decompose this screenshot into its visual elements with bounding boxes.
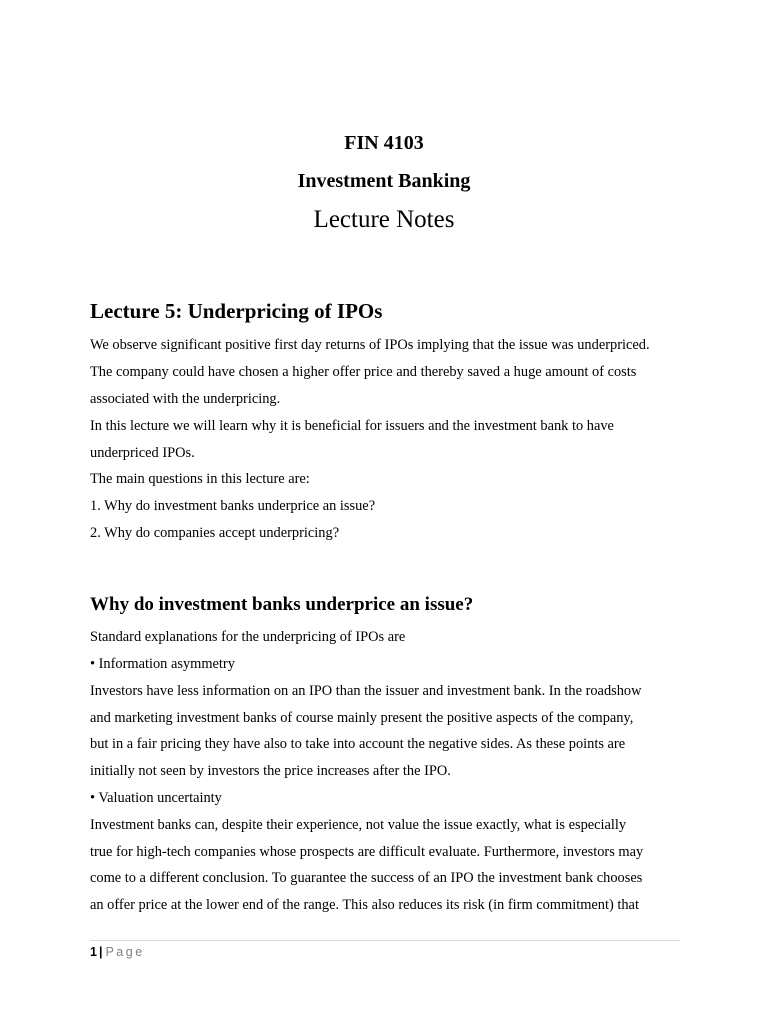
footer-separator: |	[98, 945, 103, 959]
paragraph-line: come to a different conclusion. To guarantee the success of an IPO the investment bank chooses	[90, 870, 643, 886]
section-heading-lecture-5: Lecture 5: Underpricing of IPOs	[90, 299, 383, 323]
paragraph-line: associated with the underpricing.	[90, 391, 281, 407]
page-number: 1	[90, 945, 97, 959]
paragraph-line: underpriced IPOs.	[90, 445, 195, 461]
paragraph-line: and marketing investment banks of course mainly present the positive aspects of the company,	[90, 710, 634, 726]
paragraph-line: The main questions in this lecture are:	[90, 471, 310, 487]
page-footer	[90, 943, 145, 961]
document-type-title: Lecture Notes	[313, 206, 455, 233]
paragraph-line: We observe significant positive first day returns of IPOs implying that the issue was underpriced.	[90, 337, 650, 353]
page-label: Page	[105, 945, 145, 959]
question-item: 2. Why do companies accept underpricing?	[90, 525, 340, 541]
paragraph-line: an offer price at the lower end of the range. This also reduces its risk (in firm commitment) that	[90, 897, 639, 913]
paragraph-line: but in a fair pricing they have also to take into account the negative sides. As these points are	[90, 736, 626, 752]
bullet-item: • Information asymmetry	[90, 656, 235, 672]
paragraph-line: In this lecture we will learn why it is beneficial for issuers and the investment bank to have	[90, 418, 614, 434]
course-code: FIN 4103	[344, 132, 424, 154]
paragraph-line: Investment banks can, despite their experience, not value the issue exactly, what is especially	[90, 817, 627, 833]
bullet-item: • Valuation uncertainty	[90, 790, 222, 806]
section-heading-why-underprice: Why do investment banks underprice an issue?	[90, 594, 474, 615]
footer-divider	[90, 940, 680, 941]
paragraph-line: Standard explanations for the underpricing of IPOs are	[90, 629, 406, 645]
paragraph-line: Investors have less information on an IPO than the issuer and investment bank. In the roadshow	[90, 683, 642, 699]
paragraph-line: true for high-tech companies whose prospects are difficult evaluate. Furthermore, investors may	[90, 844, 644, 860]
question-item: 1. Why do investment banks underprice an issue?	[90, 498, 376, 514]
paragraph-line: The company could have chosen a higher offer price and thereby saved a huge amount of costs	[90, 364, 637, 380]
paragraph-line: initially not seen by investors the price increases after the IPO.	[90, 763, 451, 779]
course-name: Investment Banking	[297, 170, 471, 192]
